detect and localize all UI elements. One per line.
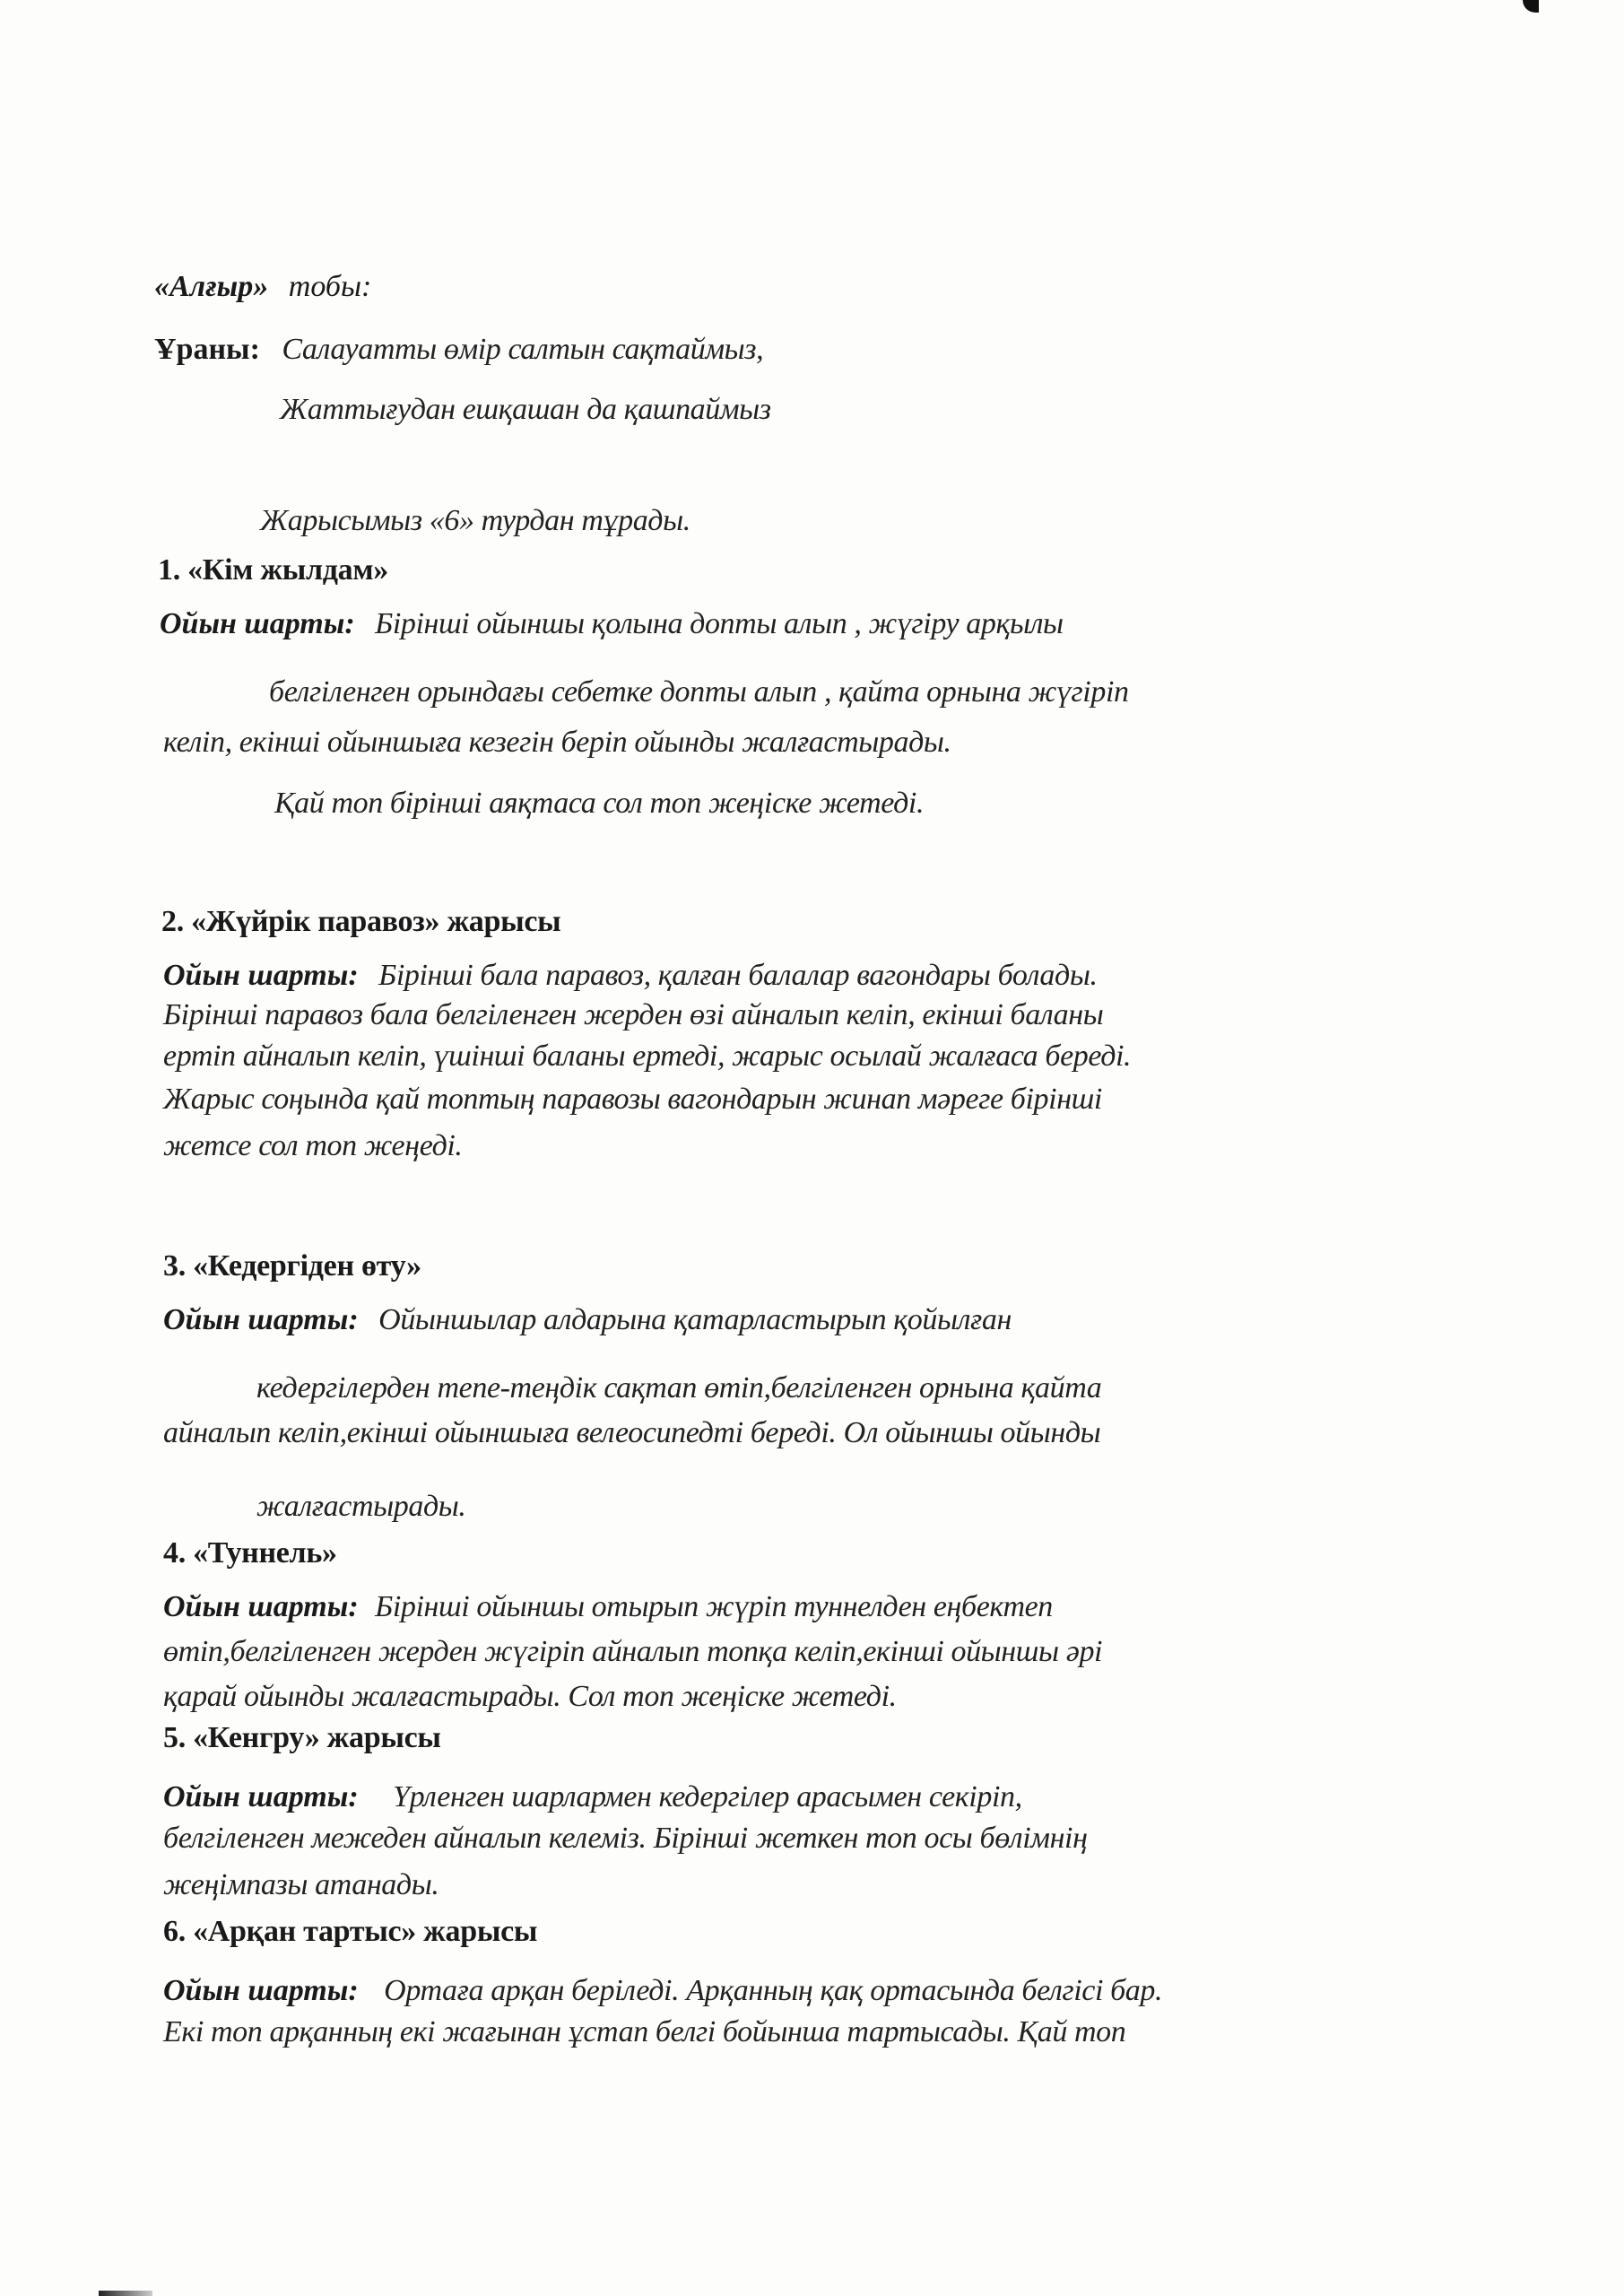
- game-title: 6. «Арқан тартыс» жарысы: [163, 1915, 538, 1948]
- game-text-line: белгіленген межеден айналып келеміз. Бірінші жеткен топ осы бөлімнің: [163, 1822, 1088, 1855]
- game-text-line: келіп, екінші ойыншыға кезегін беріп ойынды жалғастырады.: [163, 726, 951, 759]
- team-motto: [154, 332, 763, 368]
- game-text-line: жалғастырады.: [256, 1490, 466, 1523]
- game-text-line: Бірінші ойыншы отырып жүріп туннелден еңбектеп: [375, 1590, 1053, 1623]
- game-condition: [163, 958, 1098, 994]
- intro-text: Жарысымыз «6» турдан тұрады.: [260, 504, 690, 537]
- game-text-line: Ортаға арқан беріледі. Арқанның қақ ортасында белгісі бар.: [384, 1974, 1163, 2007]
- game-title: 1. «Кім жылдам»: [158, 553, 388, 587]
- game-title: 3. «Кедергіден өту»: [163, 1249, 421, 1283]
- motto-label: Ұраны:: [154, 333, 260, 366]
- game-text-line: айналып келіп,екінші ойыншыға велеосипедті береді. Ол ойыншы ойынды: [163, 1416, 1101, 1449]
- game-text-line: жетсе сол топ жеңеді.: [163, 1129, 463, 1162]
- motto-line-1: Салауатты өмір салтын сақтаймыз,: [282, 333, 764, 366]
- game-text-line: Қай топ бірінші аяқтаса сол топ жеңіске жетеді.: [274, 787, 925, 820]
- game-text-line: кедергілерден тепе-теңдік сақтап өтіп,белгіленген орнына қайта: [256, 1371, 1102, 1405]
- condition-label: Ойын шарты: [163, 1590, 349, 1623]
- game-text-line: белгіленген орындағы себетке допты алып , қайта орнына жүгіріп: [269, 675, 1129, 709]
- game-text-line: Бірінші ойыншы қолына допты алып , жүгіру арқылы: [375, 607, 1064, 640]
- game-title: 4. «Туннель»: [163, 1536, 337, 1570]
- team-heading: [154, 269, 371, 305]
- game-title: 5. «Кенгру» жарысы: [163, 1721, 441, 1754]
- game-condition: [163, 1589, 1053, 1625]
- game-text-line: Екі топ арқанның екі жағынан ұстап белгі бойынша тартысады. Қай топ: [163, 2015, 1126, 2048]
- condition-label: Ойын шарты:: [163, 1303, 359, 1336]
- condition-label: Ойын шарты:: [160, 607, 355, 640]
- team-name-suffix: тобы:: [288, 270, 372, 303]
- game-text-line: Үрленген шарлармен кедергілер арасымен секіріп,: [393, 1780, 1022, 1813]
- game-text-line: Бірінші паравоз бала белгіленген жерден өзі айналып келіп, екінші баланы: [163, 998, 1104, 1031]
- condition-label: Ойын шарты:: [163, 1974, 359, 2007]
- game-title: 2. «Жүйрік паравоз» жарысы: [161, 905, 561, 938]
- game-text-line: өтіп,белгіленген жерден жүгіріп айналып топқа келіп,екінші ойыншы әрі: [163, 1635, 1103, 1668]
- game-text-line: Жарыс соңында қай топтың паравозы вагондарын жинап мәреге бірінші: [163, 1083, 1102, 1116]
- game-text-line: қарай ойынды жалғастырады. Сол топ жеңіске жетеді.: [163, 1680, 897, 1713]
- condition-label: Ойын шарты:: [163, 959, 359, 992]
- team-name: «Алғыр»: [154, 270, 269, 303]
- condition-label: Ойын шарты:: [163, 1780, 359, 1813]
- game-condition: [160, 606, 1064, 642]
- condition-colon: :: [348, 1590, 359, 1623]
- game-text-line: Ойыншылар алдарына қатарластырып қойылған: [378, 1303, 1012, 1336]
- game-text-line: Бірінші бала паравоз, қалған балалар вагондары болады.: [378, 959, 1098, 992]
- game-condition: [163, 1973, 1162, 2009]
- motto-line-2: Жаттығудан ешқашан да қашпаймыз: [280, 393, 771, 426]
- game-condition: [163, 1779, 1022, 1815]
- game-text-line: ертіп айналып келіп, үшінші баланы ертеді, жарыс осылай жалғаса береді.: [163, 1039, 1132, 1073]
- game-text-line: жеңімпазы атанады.: [163, 1868, 439, 1901]
- game-condition: [163, 1302, 1012, 1338]
